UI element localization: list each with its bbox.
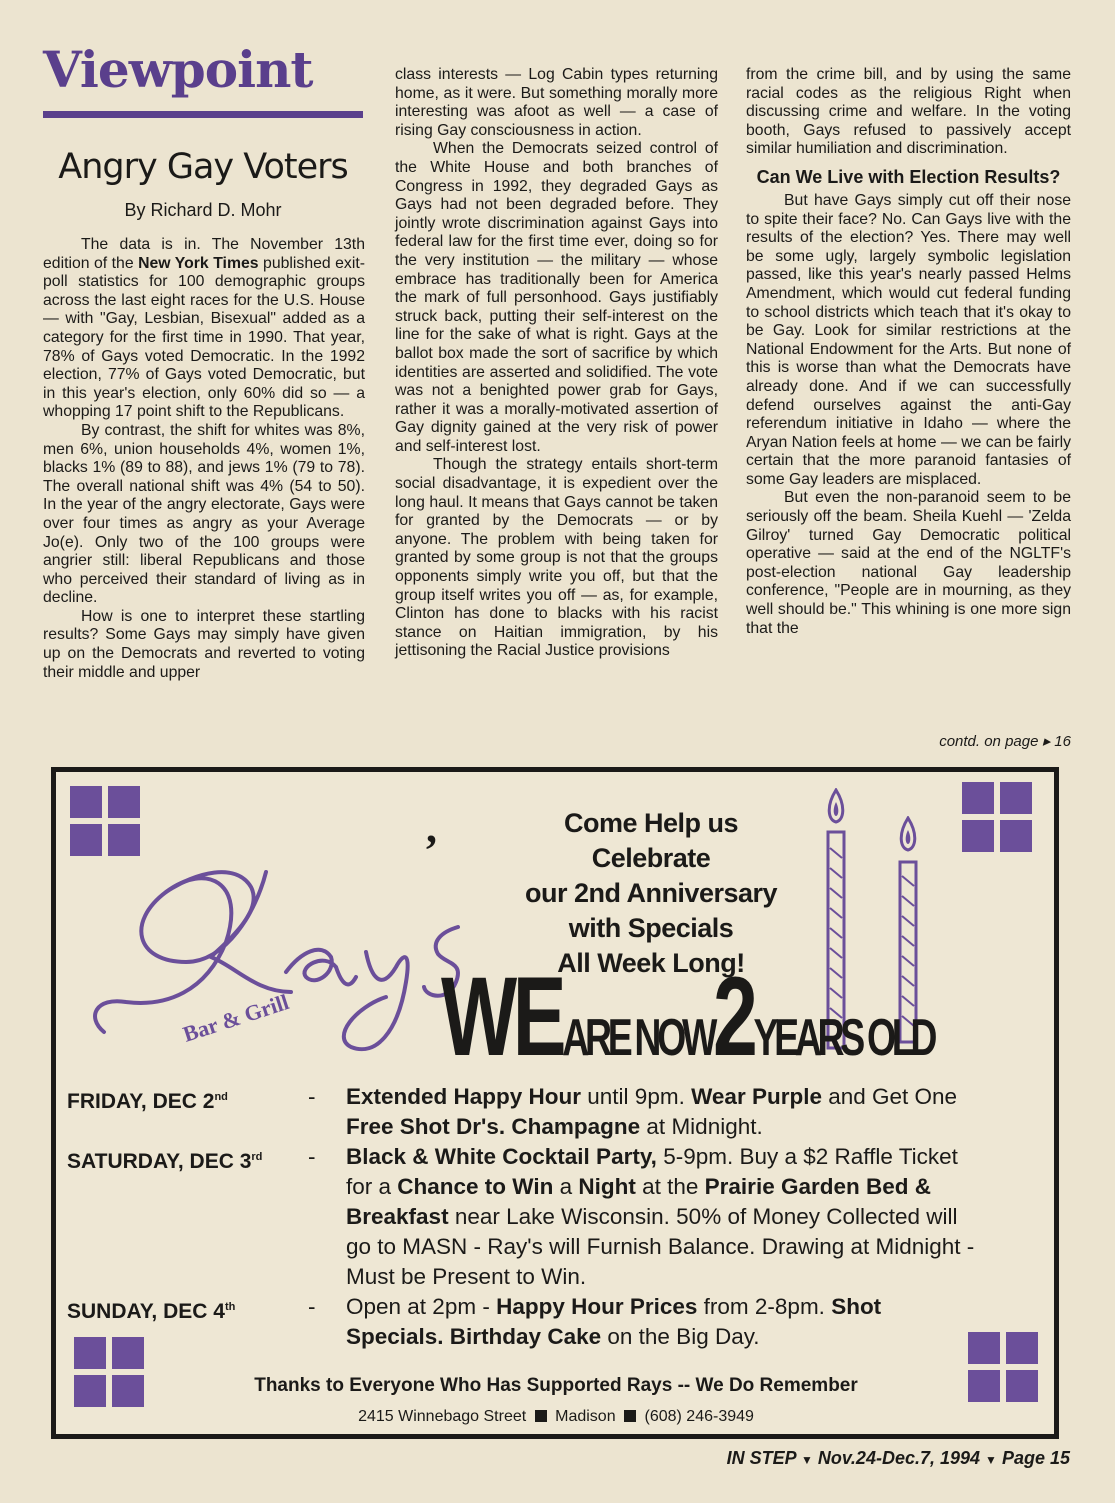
- event-dash: -: [308, 1144, 316, 1169]
- event-desc-friday: [346, 1082, 1036, 1142]
- text: Breakfast: [346, 1204, 449, 1229]
- text: a: [553, 1174, 579, 1199]
- text: Chance to Win: [397, 1174, 554, 1199]
- paragraph: Though the strategy entails short-term social disadvantage, it is expedient over the long haul. It means that Gays cannot be taken for granted by the Democrats — or by anyone. The problem with being taken for granted by some group is not that the groups opponents simply write you off, but that the group itself writes you off — as, for example, Clinton has done to blacks with his racist stance on Haitian immigration, by his jettisoning the Racial Justice provisions: [395, 456, 718, 660]
- square: [962, 820, 994, 852]
- bullet-icon: [624, 1410, 636, 1422]
- text: until 9pm.: [581, 1084, 692, 1109]
- article-headline: Angry Gay Voters: [58, 147, 348, 187]
- banner-are-now: ARE NOW: [562, 1009, 713, 1067]
- rays-advertisement: [51, 767, 1059, 1439]
- bullet-icon: [535, 1410, 547, 1422]
- desc-line: go to MASN - Ray's will Furnish Balance. Drawing at Midnight -: [346, 1234, 975, 1259]
- banner-we: WE: [441, 954, 563, 1079]
- paragraph: But even the non-paranoid seem to be seriously off the beam. Sheila Kuehl — 'Zelda Gilroy' turned Gay Democratic political operative — said at the end of the NGLTF's post-election national Gay leadership conference, "People are in mourning, as they well should be." This whining is one more sign that the: [746, 489, 1071, 637]
- event-dash: -: [308, 1294, 316, 1319]
- day-suffix: th: [224, 1301, 236, 1313]
- article-byline: By Richard D. Mohr: [124, 200, 282, 220]
- logo-subtitle: Bar & Grill: [179, 989, 292, 1047]
- article-column-3: [746, 66, 1071, 638]
- ad-headline-line: Come Help us Celebrate: [563, 808, 739, 873]
- ad-thanks: Thanks to Everyone Who Has Supported Rays -- We Do Remember: [254, 1375, 858, 1396]
- event-desc-sunday: [346, 1292, 1036, 1352]
- desc-line: Must be Present to Win.: [346, 1264, 587, 1289]
- text: from 2-8pm.: [697, 1294, 832, 1319]
- paragraph: from the crime bill, and by using the same racial codes as the religious Right when discussing crime and welfare. In the voting booth, Gays refused to passively accept similar humiliation and discrimination.: [746, 66, 1071, 158]
- square: [1000, 782, 1032, 814]
- logo-apostrophe: ,: [426, 803, 437, 852]
- text: Extended Happy Hour: [346, 1084, 582, 1109]
- address-phone: (608) 246-3949: [644, 1408, 754, 1425]
- text: Night: [578, 1174, 636, 1199]
- text: Open at 2pm -: [346, 1294, 497, 1319]
- square: [962, 782, 994, 814]
- desc-line: [346, 1082, 1036, 1112]
- text: published exit-poll statistics for 100 demographic groups across the last eight races for the U.S. House — with "Gay, Lesbian, Bisexual" added as a category for the first time in 1990. That year, 78% of Gays voted Democratic. In the 1992 election, 77% of Gays voted Democratic, but in this year's election, only 60% did so — a whopping 17 point shift to the Republicans.: [43, 254, 365, 421]
- day-label: SATURDAY, DEC 3: [67, 1150, 252, 1173]
- page-number: Page 15: [1001, 1448, 1070, 1468]
- anniversary-banner: [441, 952, 934, 1079]
- text: at Midnight.: [640, 1114, 763, 1139]
- ad-headline-line: All Week Long!: [557, 948, 745, 978]
- article-column-2: [395, 66, 718, 661]
- banner-two: 2: [712, 954, 754, 1079]
- desc-line: [346, 1322, 1036, 1352]
- issue-dates: Nov.24-Dec.7, 1994: [817, 1448, 981, 1468]
- logo-flourish: [95, 872, 458, 1049]
- section-title: Viewpoint: [43, 40, 313, 99]
- text: Free Shot Dr's. Champagne: [346, 1114, 641, 1139]
- text: Prairie Garden Bed &: [704, 1174, 931, 1199]
- separator-icon: ▼: [985, 1453, 997, 1467]
- text: Happy Hour Prices: [496, 1294, 698, 1319]
- day-suffix: nd: [214, 1091, 228, 1103]
- address-city: Madison: [555, 1408, 616, 1425]
- event-day-friday: [67, 1082, 228, 1117]
- event-day-sunday: [67, 1292, 235, 1327]
- banner-years-old: YEARS OLD: [753, 1009, 934, 1067]
- text: at the: [635, 1174, 705, 1199]
- separator-icon: ▼: [801, 1453, 813, 1467]
- square: [1000, 820, 1032, 852]
- desc-line: [346, 1112, 1036, 1142]
- event-desc-saturday: [346, 1142, 1036, 1292]
- paragraph: [43, 236, 365, 422]
- text: on the Big Day.: [601, 1324, 760, 1349]
- paragraph: How is one to interpret these startling results? Some Gays may simply have given up on the Democrats and reverted to voting their middle and upper: [43, 607, 365, 681]
- paragraph: When the Democrats seized control of the White House and both branches of Congress in 1992, they degraded Gays as Gays had not been degraded before. They jointly wrote discrimination against Gays into federal law for the first time ever, doing so for the very institution — the military — whose embrace has traditionally been for America the mark of full personhood. Gays justifiably struck back, putting their self-interest on the line for the sake of what is right. Gays at the ballot box made the sort of sacrifice by which identities are asserted and solidified. The vote was not a benighted power grab for Gays, rather it was a morally-motivated assertion of Gay dignity gained at the very risk of power and self-interest lost.: [395, 140, 718, 455]
- event-day-saturday: [67, 1142, 262, 1177]
- address-street: 2415 Winnebago Street: [358, 1408, 527, 1425]
- day-label: FRIDAY, DEC 2: [67, 1090, 215, 1113]
- continued-link[interactable]: contd. on page ▸ 16: [939, 733, 1071, 750]
- newspaper-name: New York Times: [138, 254, 259, 272]
- rays-logo: [86, 792, 486, 1062]
- paragraph: class interests — Log Cabin types returning home, as it were. But something morally more interesting was afoot as well — a case of rising Gay consciousness in action.: [395, 66, 718, 139]
- square: [112, 1337, 144, 1369]
- publication-name: IN STEP: [726, 1448, 796, 1468]
- desc-line: [346, 1172, 1036, 1202]
- subheading: Can We Live with Election Results?: [756, 166, 1061, 187]
- title-rule: [43, 111, 363, 118]
- event-dash: -: [308, 1084, 316, 1109]
- ad-headline-line: our 2nd Anniversary: [524, 878, 778, 908]
- paragraph: By contrast, the shift for whites was 8%, men 6%, union households 4%, women 1%, blacks 1% (89 to 88), and jews 1% (79 to 78). The overall national shift was 4% (54 to 50). In the year of the angry electorate, Gays were over four times as angry as your Average Jo(e). Only two of the 100 groups were angrier still: liberal Republicans and those who perceived their standard of living as in decline.: [43, 421, 365, 607]
- text: and Get One: [821, 1084, 958, 1109]
- text: Black & White Cocktail Party,: [346, 1144, 657, 1169]
- text: The data is in. The November 13th edition of the: [43, 236, 365, 272]
- text: for a: [346, 1174, 398, 1199]
- page-footer: [620, 1448, 1070, 1469]
- ad-headline-line: with Specials: [568, 913, 734, 943]
- ad-address: [56, 1408, 1056, 1426]
- article-column-1: [43, 236, 365, 682]
- text: near Lake Wisconsin. 50% of Money Collected will: [448, 1204, 958, 1229]
- desc-line: [346, 1142, 1036, 1172]
- square: [74, 1337, 106, 1369]
- day-label: SUNDAY, DEC 4: [67, 1300, 225, 1323]
- text: 5-9pm. Buy a $2 Raffle Ticket: [656, 1144, 958, 1169]
- desc-line: [346, 1292, 1036, 1322]
- paragraph: But have Gays simply cut off their nose to spite their face? No. Can Gays live with the results of the election? Yes. There may well be some ugly, largely symbolic legislation passed, like this year's nearly passed Helms Amendment, which would cut federal funding to school districts which teach that it's okay to be Gay. Look for similar restrictions at the National Endowment for the Arts. But none of this is worse than what the Democrats have already done. And if we can successfully defend ourselves against the anti-Gay referendum initiative in Idaho — where the Aryan Nation feels at home — we can be fairly certain that the more paranoid fantasies of some Gay leaders are misplaced.: [746, 191, 1071, 488]
- text: Specials. Birthday Cake: [346, 1324, 602, 1349]
- text: Wear Purple: [691, 1084, 822, 1109]
- day-suffix: rd: [251, 1151, 263, 1163]
- desc-line: [346, 1202, 1036, 1232]
- text: Shot: [831, 1294, 882, 1319]
